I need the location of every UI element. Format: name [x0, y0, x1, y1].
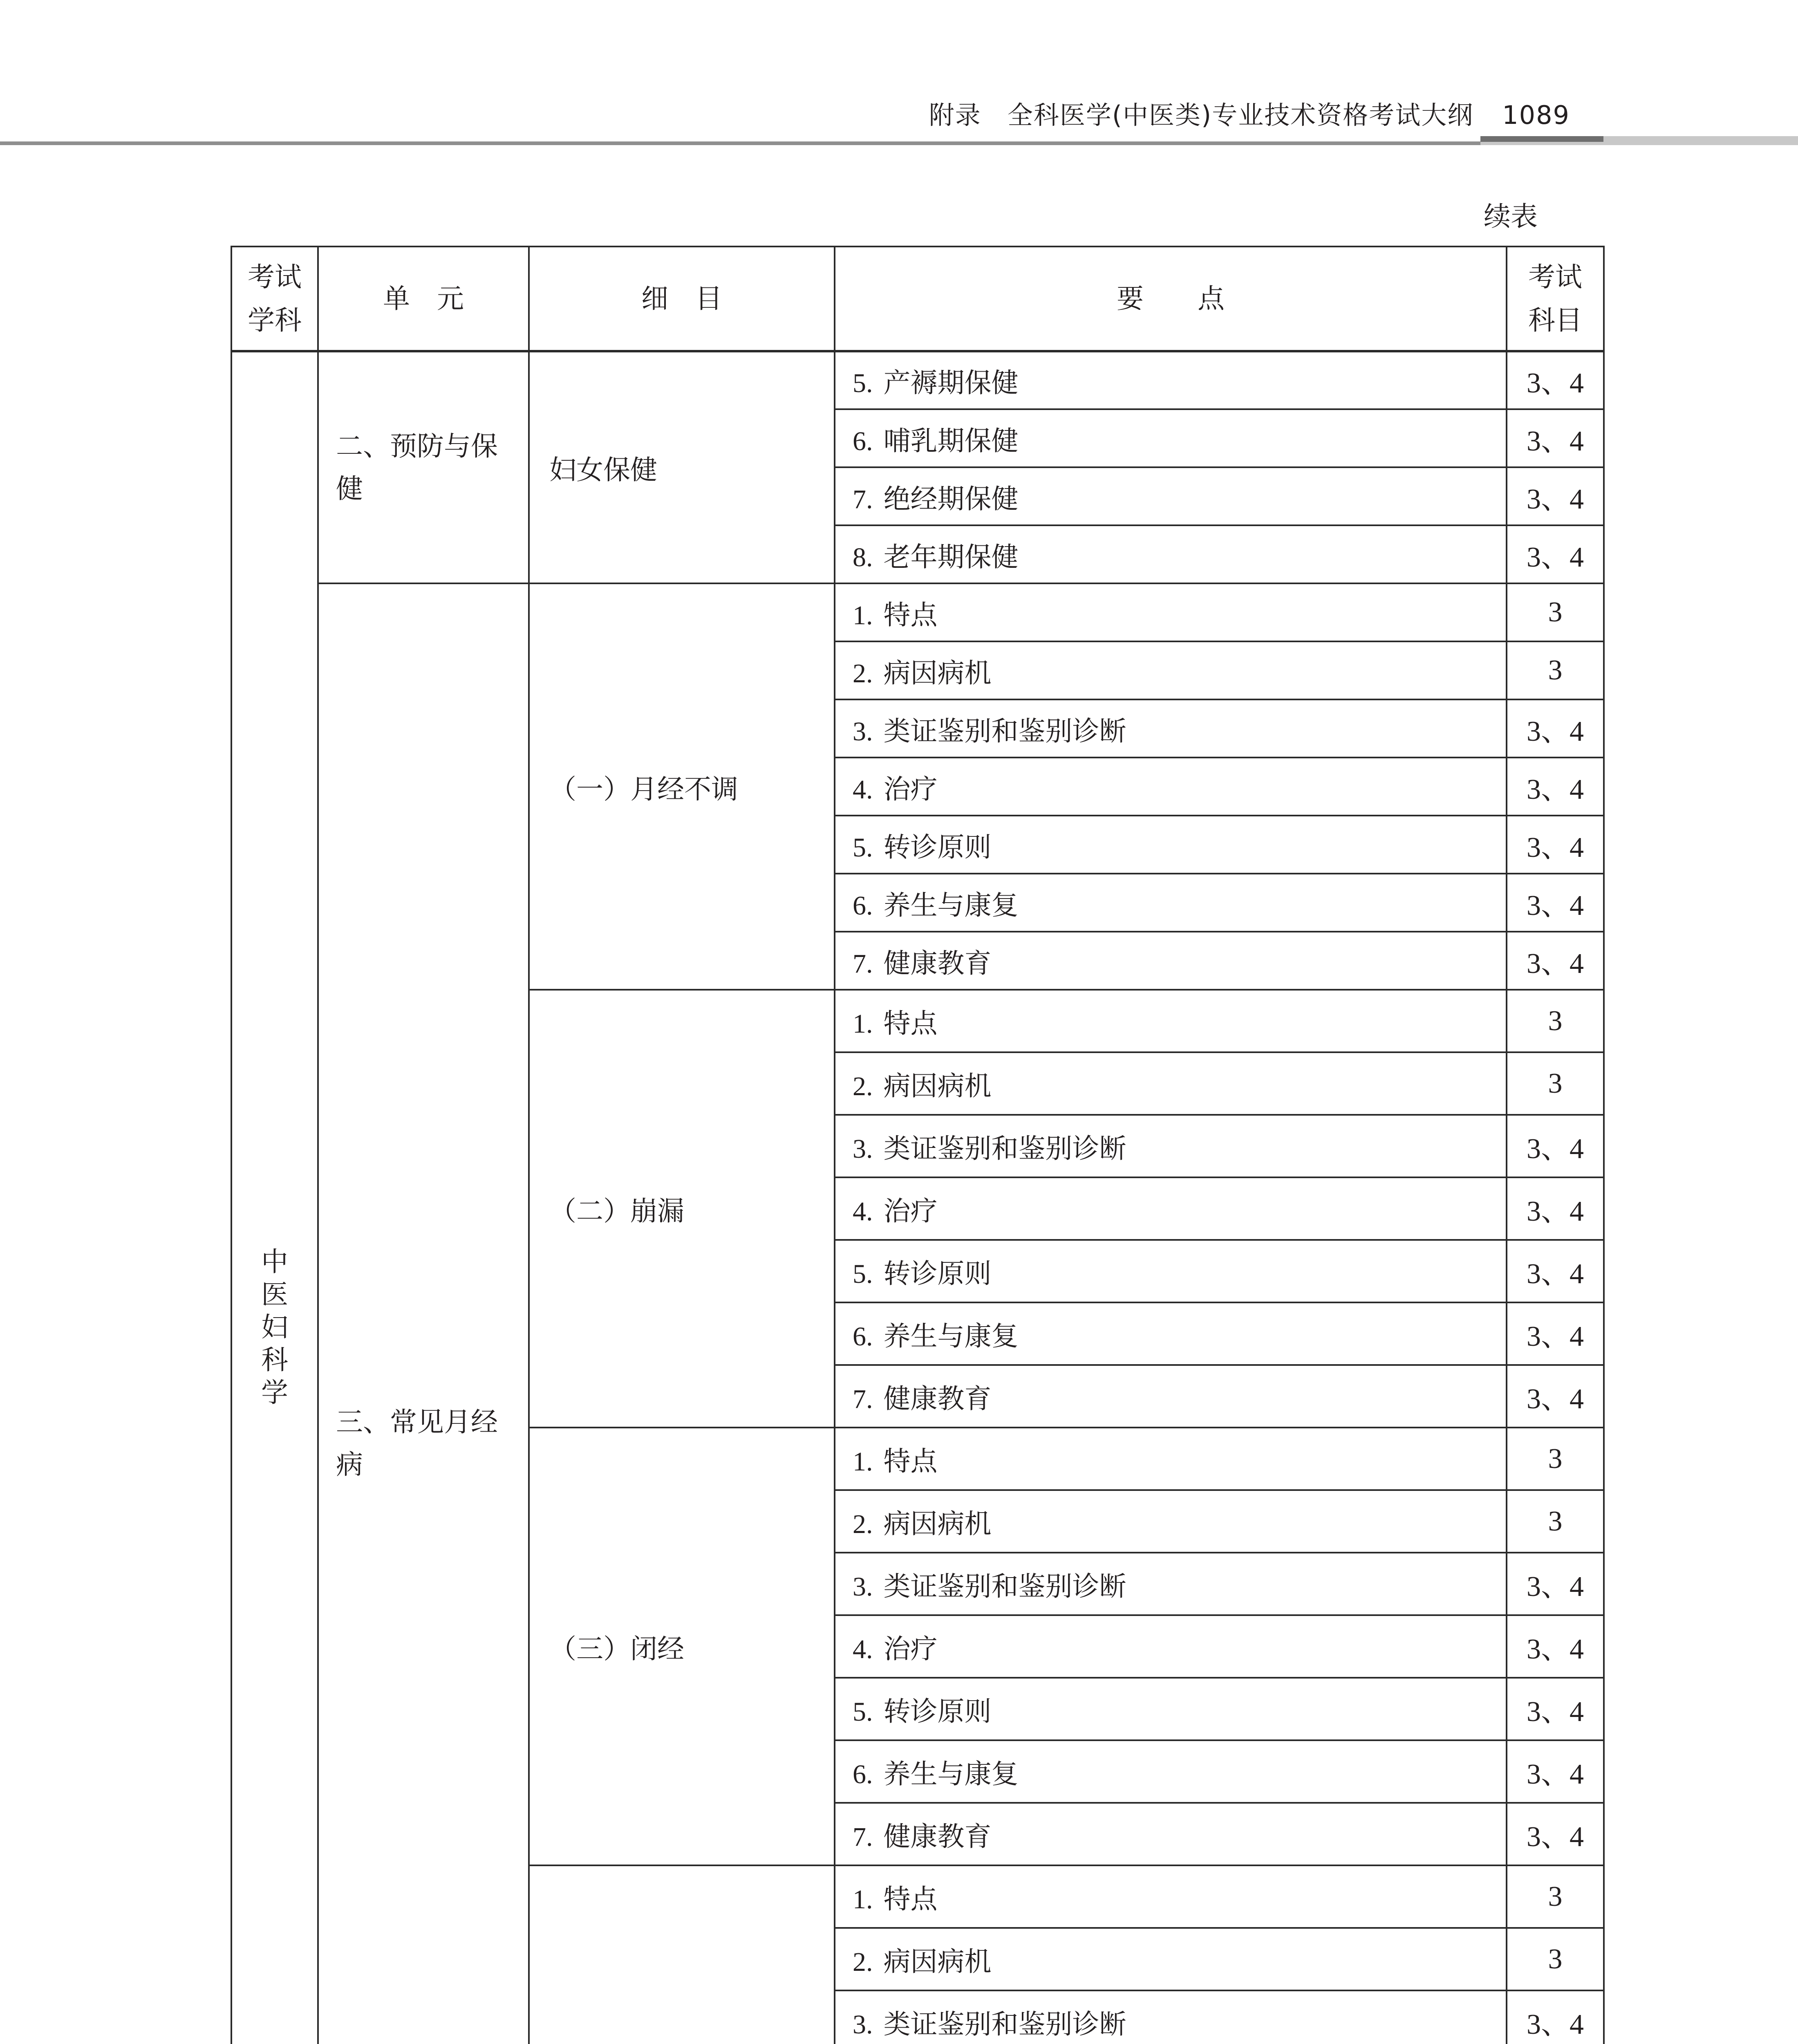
point-text: 健康教育: [883, 947, 992, 979]
unit-cell: 二、预防与保健: [318, 351, 529, 583]
point-text: 转诊原则: [883, 1258, 992, 1289]
exam-subject-cell: 3: [1507, 641, 1604, 699]
point-number: 1.: [853, 1885, 873, 1914]
point-text: 哺乳期保健: [883, 425, 1019, 457]
page-number: 1089: [1502, 100, 1570, 130]
point-number: 4.: [853, 774, 873, 805]
detail-cell: [529, 1865, 835, 2044]
point-cell: [835, 1490, 1507, 1553]
point-number: 5.: [853, 1259, 873, 1289]
subject-label: 中医妇科学: [261, 1246, 288, 1408]
point-cell: [835, 699, 1507, 758]
point-cell: [835, 409, 1507, 467]
point-number: 3.: [853, 716, 873, 746]
exam-subject-cell: 3、4: [1507, 1177, 1604, 1240]
exam-subject-cell: 3: [1507, 1052, 1604, 1115]
exam-subject-cell: 3、4: [1507, 1240, 1604, 1302]
point-cell: [835, 932, 1507, 990]
header-rule-accent: [1480, 136, 1603, 142]
unit-cell: 三、常见月经病: [318, 583, 529, 2044]
point-text: 治疗: [883, 773, 938, 805]
subject-cell: [231, 351, 318, 2044]
exam-subject-cell: 3、4: [1507, 1615, 1604, 1678]
point-cell: [835, 1615, 1507, 1678]
detail-cell: 妇女保健: [529, 351, 835, 583]
point-text: 绝经期保健: [883, 483, 1019, 515]
exam-subject-cell: 3: [1507, 1428, 1604, 1490]
point-text: 养生与康复: [883, 1758, 1019, 1790]
point-number: 7.: [853, 948, 873, 979]
point-number: 5.: [853, 832, 873, 863]
point-cell: [835, 1678, 1507, 1740]
col-header-unit: 单 元: [318, 247, 529, 351]
point-number: 6.: [853, 426, 873, 456]
point-number: 1.: [853, 1447, 873, 1477]
point-text: 健康教育: [883, 1821, 992, 1852]
table-header-row: [231, 247, 1604, 351]
point-number: 6.: [853, 1322, 873, 1351]
point-cell: [835, 1428, 1507, 1490]
point-cell: [835, 990, 1507, 1052]
header-title: 全科医学(中医类)专业技术资格考试大纲: [1007, 100, 1474, 130]
exam-subject-cell: 3、4: [1507, 1678, 1604, 1740]
point-number: 4.: [853, 1197, 873, 1226]
col-header-point: 要 点: [835, 247, 1507, 351]
exam-subject-cell: 3、4: [1507, 525, 1604, 583]
point-number: 6.: [853, 1759, 873, 1789]
point-cell: [835, 525, 1507, 583]
header-appendix: 附录: [929, 100, 981, 130]
point-text: 类证鉴别和鉴别诊断: [883, 1133, 1126, 1164]
point-text: 病因病机: [883, 657, 992, 689]
exam-subject-cell: 3、4: [1507, 1553, 1604, 1615]
point-text: 养生与康复: [883, 889, 1019, 921]
point-cell: [835, 1115, 1507, 1177]
exam-subject-cell: 3、4: [1507, 1990, 1604, 2044]
point-number: 2.: [853, 1509, 873, 1539]
exam-subject-cell: 3、4: [1507, 467, 1604, 525]
point-cell: [835, 1052, 1507, 1115]
point-text: 转诊原则: [883, 831, 992, 863]
exam-subject-cell: 3: [1507, 583, 1604, 641]
point-number: 7.: [853, 1822, 873, 1852]
point-text: 病因病机: [883, 1946, 992, 1977]
point-cell: [835, 1928, 1507, 1990]
point-cell: [835, 1803, 1507, 1865]
exam-subject-cell: 3: [1507, 990, 1604, 1052]
detail-cell: （三）闭经: [529, 1428, 835, 1865]
table-row: [231, 351, 1604, 409]
point-text: 转诊原则: [883, 1696, 992, 1727]
detail-cell: （二）崩漏: [529, 990, 835, 1428]
point-text: 类证鉴别和鉴别诊断: [883, 1571, 1126, 1602]
point-number: 5.: [853, 1697, 873, 1727]
point-number: 7.: [853, 484, 873, 514]
point-cell: [835, 1865, 1507, 1928]
point-text: 健康教育: [883, 1383, 992, 1414]
point-text: 治疗: [883, 1195, 938, 1227]
exam-subject-cell: 3、4: [1507, 874, 1604, 932]
point-cell: [835, 351, 1507, 409]
point-number: 3.: [853, 1572, 873, 1602]
point-cell: [835, 1990, 1507, 2044]
point-cell: [835, 874, 1507, 932]
point-text: 特点: [883, 1883, 938, 1915]
point-number: 3.: [853, 2010, 873, 2040]
point-cell: [835, 1302, 1507, 1365]
exam-subject-cell: 3、4: [1507, 1302, 1604, 1365]
continued-label: 续表: [1484, 201, 1538, 232]
point-cell: [835, 1553, 1507, 1615]
col-header-detail: 细 目: [529, 247, 835, 351]
col-header-subject: 考试学科: [231, 247, 318, 351]
point-text: 产褥期保健: [883, 367, 1019, 399]
point-cell: [835, 1740, 1507, 1803]
point-number: 3.: [853, 1134, 873, 1164]
point-cell: [835, 1177, 1507, 1240]
point-text: 类证鉴别和鉴别诊断: [883, 2008, 1126, 2040]
point-cell: [835, 1240, 1507, 1302]
point-cell: [835, 1365, 1507, 1428]
point-number: 8.: [853, 542, 873, 572]
detail-cell: （一）月经不调: [529, 583, 835, 990]
point-cell: [835, 816, 1507, 874]
point-cell: [835, 467, 1507, 525]
header-rule: [0, 141, 1480, 145]
point-text: 特点: [883, 599, 938, 631]
exam-subject-cell: 3、4: [1507, 816, 1604, 874]
point-number: 2.: [853, 658, 873, 688]
exam-subject-cell: 3: [1507, 1865, 1604, 1928]
point-number: 2.: [853, 1947, 873, 1977]
point-text: 病因病机: [883, 1070, 992, 1102]
exam-subject-cell: 3: [1507, 1490, 1604, 1553]
point-number: 1.: [853, 1009, 873, 1039]
exam-subject-cell: 3、4: [1507, 699, 1604, 758]
point-number: 2.: [853, 1071, 873, 1101]
exam-subject-cell: 3: [1507, 1928, 1604, 1990]
exam-subject-cell: 3、4: [1507, 1365, 1604, 1428]
exam-subject-cell: 3、4: [1507, 1803, 1604, 1865]
point-text: 类证鉴别和鉴别诊断: [883, 715, 1126, 747]
point-text: 特点: [883, 1446, 938, 1477]
point-number: 1.: [853, 600, 873, 630]
exam-subject-cell: 3、4: [1507, 1740, 1604, 1803]
syllabus-table: [231, 246, 1605, 2044]
table-row: [231, 583, 1604, 641]
point-text: 病因病机: [883, 1508, 992, 1540]
exam-subject-cell: 3、4: [1507, 409, 1604, 467]
point-cell: [835, 758, 1507, 816]
point-cell: [835, 641, 1507, 699]
point-cell: [835, 583, 1507, 641]
running-header: [929, 95, 1570, 136]
exam-subject-cell: 3、4: [1507, 1115, 1604, 1177]
point-text: 特点: [883, 1008, 938, 1039]
point-number: 6.: [853, 890, 873, 921]
point-number: 7.: [853, 1384, 873, 1414]
point-number: 4.: [853, 1634, 873, 1664]
point-number: 5.: [853, 368, 873, 398]
exam-subject-cell: 3、4: [1507, 758, 1604, 816]
col-header-exam-subject: 考试科目: [1507, 247, 1604, 351]
exam-subject-cell: 3、4: [1507, 932, 1604, 990]
exam-subject-cell: 3、4: [1507, 351, 1604, 409]
point-text: 治疗: [883, 1633, 938, 1665]
point-text: 老年期保健: [883, 541, 1019, 573]
point-text: 养生与康复: [883, 1320, 1019, 1352]
